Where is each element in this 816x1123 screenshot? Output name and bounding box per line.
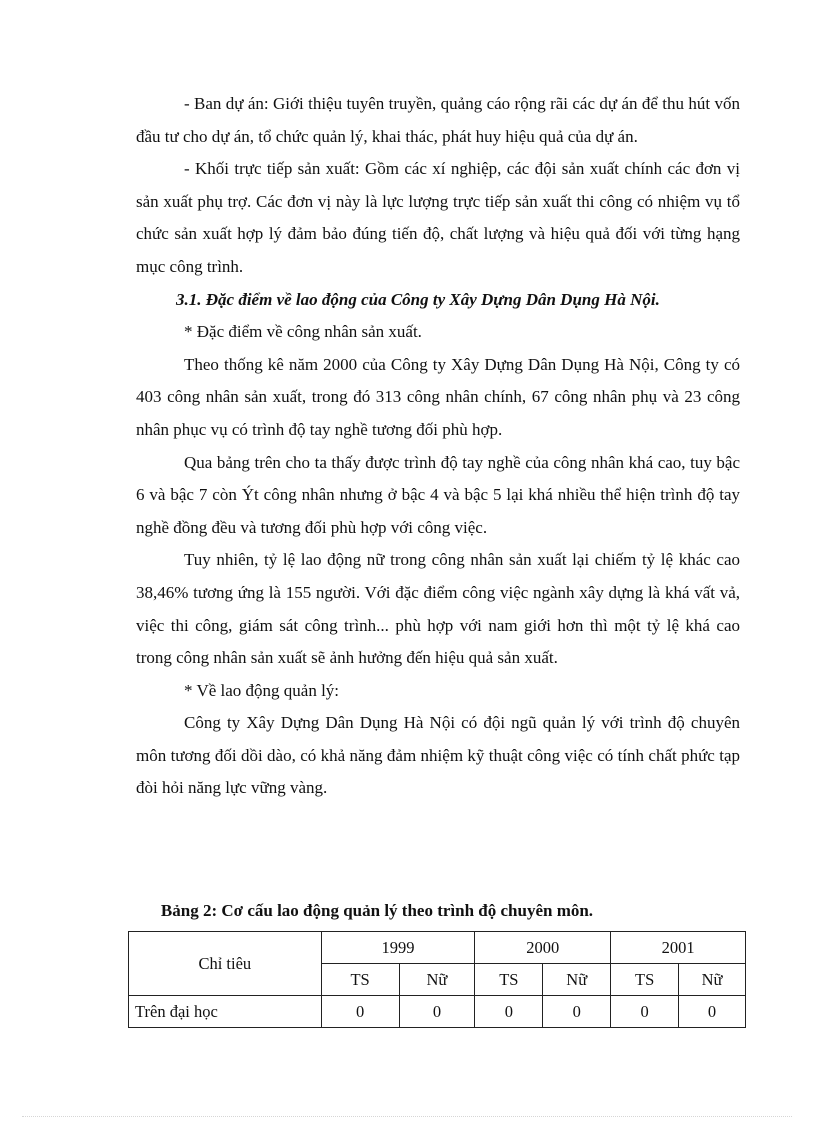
paragraph-skill-level: Qua bảng trên cho ta thấy được trình độ tay nghề của công nhân khá cao, tuy bậc 6 và bậc 7 còn Ýt công nhân nhưng ở bậc 4 và bậc 5 lại khá nhiều thể hiện trình độ tay nghề đồng đều và tương đối phù hợp với công việc. (136, 452, 740, 537)
table-cell: 0 (611, 996, 679, 1028)
subheader-ts: TS (321, 964, 399, 996)
subheader-ts: TS (475, 964, 543, 996)
paragraph-production-block: - Khối trực tiếp sản xuất: Gồm các xí nghiệp, các đội sản xuất chính các đơn vị sản xuất phụ trợ. Các đơn vị này là lực lượng trực tiếp sản xuất thi công có nhiệm vụ tổ chức sản xuất hợp lý đảm bảo đúng tiến độ, chất lượng và hiệu quả đối với từng hạng mục công trình. (136, 159, 740, 276)
table-cell: 0 (543, 996, 611, 1028)
table-row (129, 996, 746, 1028)
header-year: 2000 (475, 932, 611, 964)
body-text (136, 88, 740, 805)
table-cell: 0 (679, 996, 746, 1028)
paragraph-workers-title: * Đặc điểm về công nhân sản xuất. (184, 322, 422, 342)
table-cell: 0 (475, 996, 543, 1028)
table-caption-text: Bảng 2: Cơ cấu lao động quản lý theo trình độ chuyên môn. (160, 901, 594, 920)
table-header-row (129, 932, 746, 964)
management-table (128, 931, 746, 1028)
header-year: 2001 (611, 932, 746, 964)
subheader-ts: TS (611, 964, 679, 996)
page-bottom-divider (22, 1116, 792, 1117)
paragraph-female-ratio: Tuy nhiên, tỷ lệ lao động nữ trong công nhân sản xuất lại chiếm tỷ lệ khác cao 38,46% tương ứng là 155 người. Với đặc điểm công việc ngành xây dựng là khá vất vả, việc thi công, giám sát công trình... phù hợp với nam giới hơn thì một tỷ lệ khá cao trong công nhân sản xuất sẽ ảnh hưởng đến hiệu quả sản xuất. (136, 550, 740, 668)
subheader-nu: Nữ (543, 964, 611, 996)
table-caption (128, 897, 804, 925)
header-criteria: Chỉ tiêu (129, 932, 322, 996)
paragraph-management: Công ty Xây Dựng Dân Dụng Hà Nội có đội ngũ quản lý với trình độ chuyên môn tương đối dồi dào, có khả năng đảm nhiệm kỹ thuật công việc có tính chất phức tạp đòi hỏi năng lực vững vàng. (136, 713, 740, 798)
section-heading: 3.1. Đặc điểm về lao động của Công ty Xây Dựng Dân Dụng Hà Nội. (176, 289, 660, 309)
paragraph-project-board: - Ban dự án: Giới thiệu tuyên truyền, quảng cáo rộng rãi các dự án để thu hút vốn đầu tư cho dự án, tổ chức quản lý, khai thác, phát huy hiệu quả của dự án. (136, 94, 740, 146)
subheader-nu: Nữ (679, 964, 746, 996)
paragraph-statistics: Theo thống kê năm 2000 của Công ty Xây Dựng Dân Dụng Hà Nội, Công ty có 403 công nhân sản xuất, trong đó 313 công nhân chính, 67 công nhân phụ và 23 công nhân phục vụ có trình độ tay nghề tương đối phù hợp. (136, 354, 740, 439)
subheader-nu: Nữ (399, 964, 475, 996)
paragraph-management-title: * Về lao động quản lý: (184, 680, 340, 700)
header-year: 1999 (321, 932, 475, 964)
table-cell: 0 (321, 996, 399, 1028)
table-cell: 0 (399, 996, 475, 1028)
row-label: Trên đại học (129, 996, 322, 1028)
